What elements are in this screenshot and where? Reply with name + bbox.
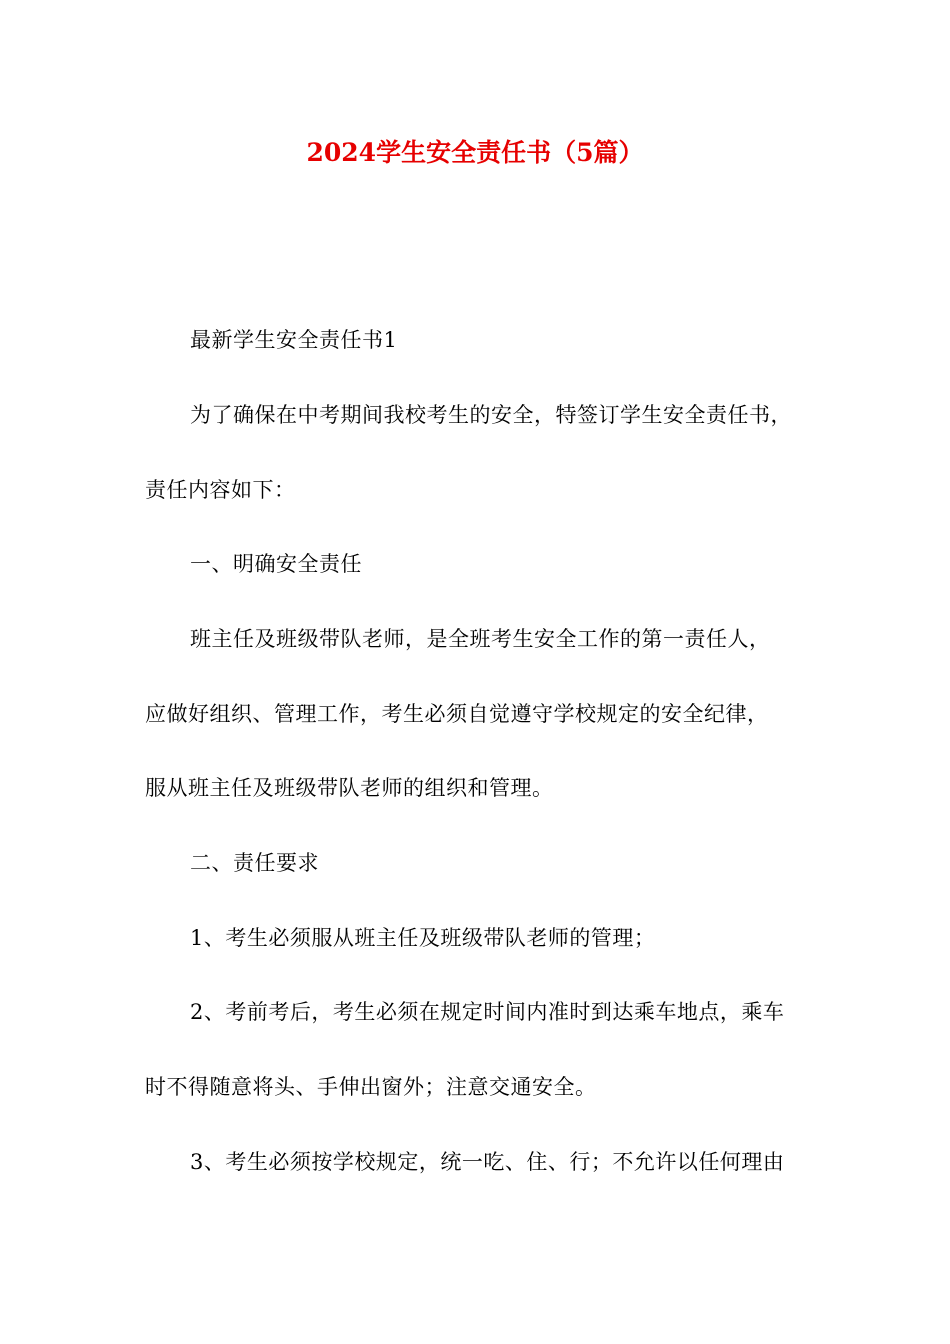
list-item: 2、考前考后，考生必须在规定时间内准时到达乘车地点，乘车	[190, 1000, 785, 1024]
list-item: 1、考生必须服从班主任及班级带队老师的管理；	[190, 926, 656, 950]
paragraph-line: 为了确保在中考期间我校考生的安全，特签订学生安全责任书，	[190, 403, 792, 427]
paragraph-line: 班主任及班级带队老师，是全班考生安全工作的第一责任人，	[190, 627, 771, 651]
section-heading: 二、责任要求	[190, 851, 319, 875]
section-heading: 一、明确安全责任	[190, 552, 362, 576]
paragraph-line: 服从班主任及班级带队老师的组织和管理。	[145, 776, 554, 800]
paragraph-line: 应做好组织、管理工作，考生必须自觉遵守学校规定的安全纪律，	[145, 702, 769, 726]
document-title: 2024学生安全责任书（5篇）	[306, 138, 644, 167]
paragraph-line: 责任内容如下：	[145, 478, 296, 502]
list-item: 3、考生必须按学校规定，统一吃、住、行；不允许以任何理由	[190, 1150, 785, 1174]
section-heading: 最新学生安全责任书1	[190, 328, 398, 352]
paragraph-line: 时不得随意将头、手伸出窗外；注意交通安全。	[145, 1075, 597, 1099]
